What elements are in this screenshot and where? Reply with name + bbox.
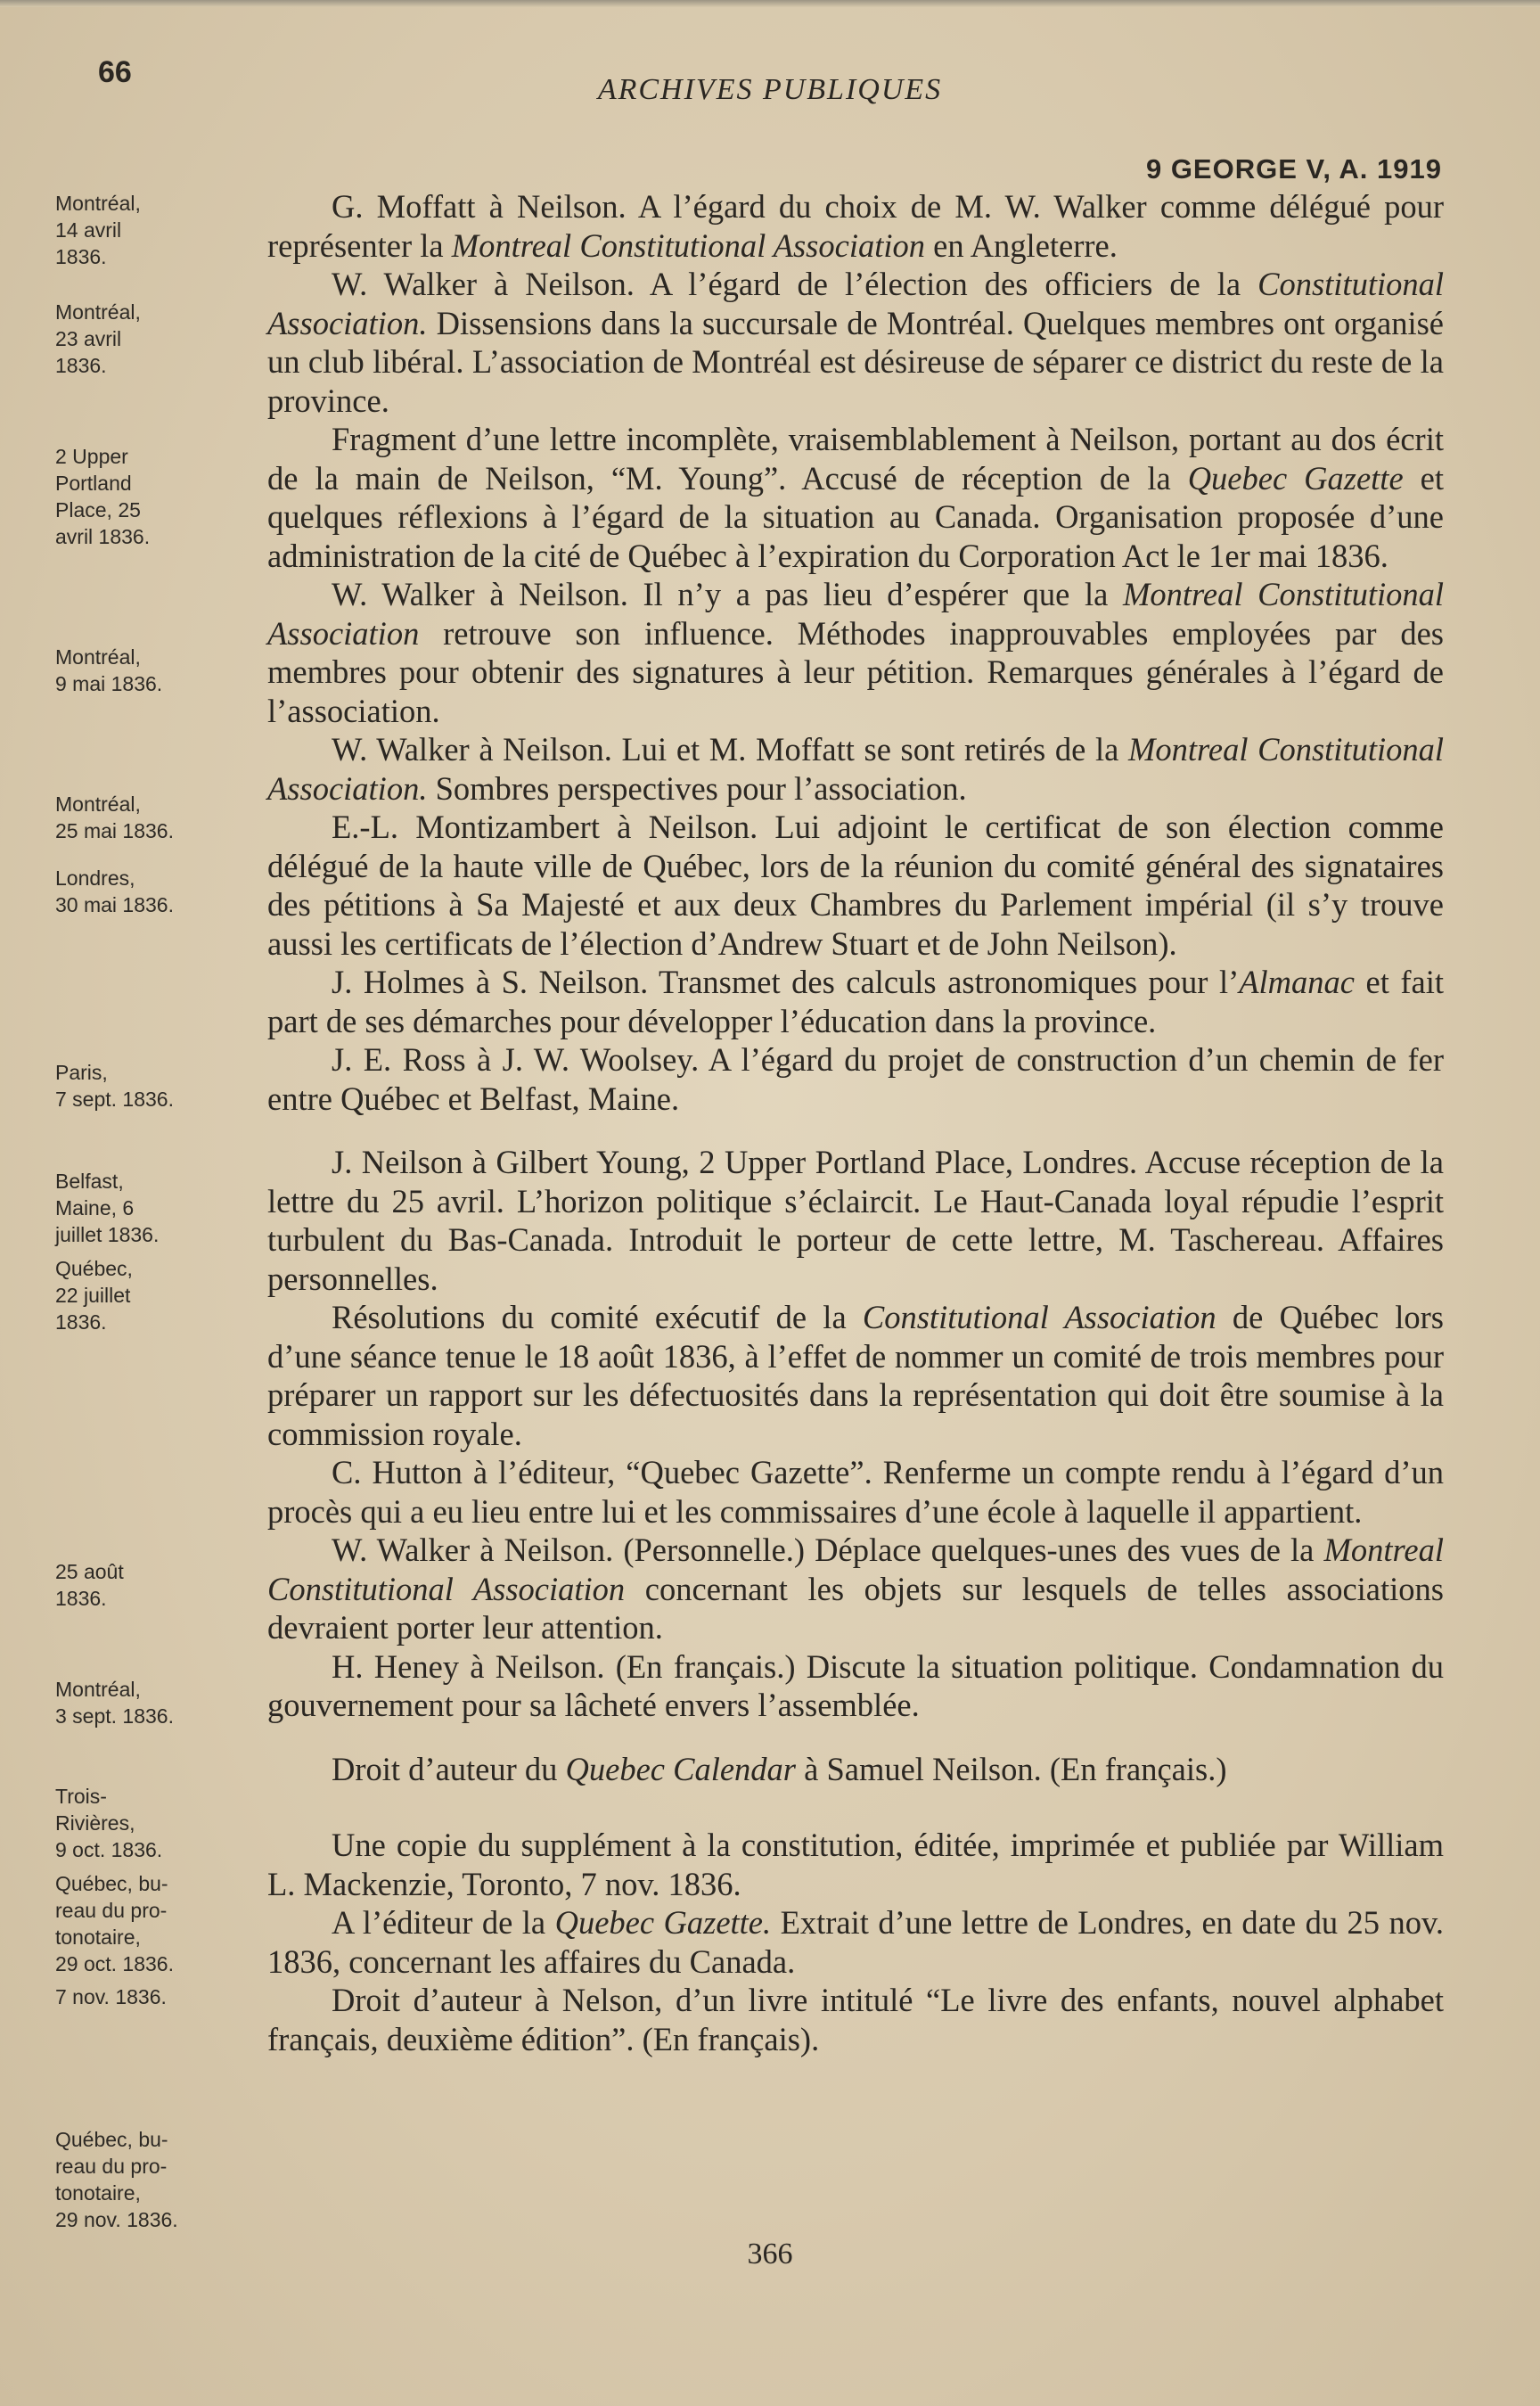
- entry-text: C. Hutton à l’éditeur, “Quebec Gazette”. Renferme un compte rendu à l’égard d’un procès qui a eu lieu entre lui et les commissaires d’une école à laquelle il appartient.: [267, 1454, 1444, 1530]
- calendar-entry: [267, 187, 1444, 265]
- entry-italic-text: Montreal Constitutional Association: [267, 1531, 1444, 1607]
- margin-date-note: Belfast, Maine, 6 juillet 1836.: [55, 1170, 160, 1246]
- entry-text: W. Walker à Neilson. Il n’y a pas lieu d’espérer que la: [332, 576, 1123, 612]
- margin-date-note: Montréal, 25 mai 1836.: [55, 792, 174, 842]
- entry-italic-text: Quebec Calendar: [565, 1750, 797, 1787]
- calendar-entry: [267, 1531, 1444, 1647]
- margin-date-note: Montréal, 9 mai 1836.: [55, 645, 163, 695]
- margin-date-note: Montréal, 3 sept. 1836.: [55, 1678, 174, 1728]
- entry-text: E.-L. Montizambert à Neilson. Lui adjoint le certificat de son élection comme délégué de la haute ville de Québec, lors de la réunion du comité général des signataires des pétitions à Sa Majesté et aux deux Chambres du Parlement impérial (il s’y trouve aussi les certificats de l’élection d’Andrew Stuart et de John Neilson).: [267, 809, 1444, 962]
- calendar-entry: [267, 1453, 1444, 1531]
- calendar-entry: [267, 265, 1444, 420]
- calendar-entry: [267, 730, 1444, 808]
- folio-number: 366: [747, 2238, 793, 2271]
- margin-date-note: 25 août 1836.: [55, 1560, 124, 1610]
- calendar-entry: [267, 1750, 1444, 1789]
- session-line: 9 GEORGE V, A. 1919: [1145, 153, 1442, 185]
- entry-text: Fragment d’une lettre incomplète, vraisemblablement à Neilson, portant au dos écrit de la main de Neilson, “M. Young”. Accusé de réception de la: [267, 421, 1444, 497]
- entry-text: W. Walker à Neilson. Lui et M. Moffatt se sont retirés de la: [332, 731, 1128, 768]
- entry-text: Droit d’auteur à Nelson, d’un livre intitulé “Le livre des enfants, nouvel alphabet français, deuxième édition”. (En français).: [267, 1982, 1444, 2057]
- entry-italic-text: Montreal Constitutional Association: [267, 576, 1444, 652]
- entry-text: W. Walker à Neilson. (Personnelle.) Déplace quelques-unes des vues de la: [332, 1531, 1324, 1568]
- entry-text: en Angleterre.: [925, 226, 1118, 264]
- margin-date-note: Québec, 22 juillet 1836.: [55, 1257, 133, 1334]
- entry-text: Résolutions du comité exécutif de la: [332, 1299, 863, 1335]
- running-head: ARCHIVES PUBLIQUES: [597, 73, 943, 106]
- entry-text: de Québec lors d’une séance tenue le 18 août 1836, à l’effet de nommer un comité de trois membres pour préparer un rapport sur les défectuosités dans la représentation qui doit être soumise à la commission royale.: [267, 1299, 1444, 1452]
- calendar-entry: [267, 1981, 1444, 2058]
- entry-text: et quelques réflexions à l’égard de la situation au Canada. Organisation proposée d’une administration de la cité de Québec à l’expiration du Corporation Act le 1er mai 1836.: [267, 459, 1444, 574]
- entry-text: Extrait d’une lettre de Londres, en date du 25 nov. 1836, concernant les affaires du Canada.: [267, 1904, 1444, 1980]
- entry-italic-text: Constitutional Association: [862, 1299, 1216, 1335]
- calendar-entry: [267, 1040, 1444, 1118]
- entry-text: G. Moffatt à Neilson. A l’égard du choix de M. W. Walker comme délégué pour représenter la: [267, 188, 1444, 264]
- calendar-entry: [267, 808, 1444, 963]
- calendar-entry: [267, 1903, 1444, 1981]
- calendar-entry: [267, 1647, 1444, 1725]
- entry-text: H. Heney à Neilson. (En français.) Discute la situation politique. Condamnation du gouvernement pour sa lâcheté envers l’assemblée.: [267, 1647, 1444, 1723]
- entry-text: J. E. Ross à J. W. Woolsey. A l’égard du projet de construction d’un chemin de fer entre Québec et Belfast, Maine.: [267, 1041, 1444, 1117]
- margin-date-note: Montréal, 14 avril 1836.: [55, 192, 141, 268]
- entry-text: à Samuel Neilson. (En français.): [796, 1750, 1227, 1787]
- entry-text: W. Walker à Neilson. A l’égard de l’élection des officiers de la: [332, 266, 1258, 302]
- entry-italic-text: Montreal Constitutional Association: [451, 226, 926, 264]
- entry-text: Dissensions dans la succursale de Montréal. Quelques membres ont organisé un club libéral. L’association de Montréal est désireuse de séparer ce district du reste de la province.: [267, 304, 1444, 419]
- calendar-entries: [267, 187, 1444, 2058]
- margin-date-note: Paris, 7 sept. 1836.: [55, 1061, 174, 1111]
- calendar-entry: [267, 420, 1444, 575]
- margin-date-note: Québec, bu- reau du pro- tonotaire, 29 oct. 1836.: [55, 1872, 174, 1975]
- entry-italic-text: Almanac: [1239, 964, 1355, 1000]
- entry-text: concernant les objets sur lesquels de telles associations devraient porter leur attention.: [267, 1570, 1444, 1646]
- margin-date-note: Londres, 30 mai 1836.: [55, 866, 174, 916]
- calendar-entry: [267, 1298, 1444, 1453]
- margin-date-note: 2 Upper Portland Place, 25 avril 1836.: [55, 445, 151, 548]
- entry-text: J. Holmes à S. Neilson. Transmet des calculs astronomiques pour l’: [332, 964, 1240, 1000]
- page-number: 66: [98, 55, 132, 89]
- calendar-entry: [267, 1143, 1444, 1298]
- entry-italic-text: Constitutional Association.: [267, 266, 1444, 341]
- entry-text: J. Neilson à Gilbert Young, 2 Upper Portland Place, Londres. Accuse réception de la lettre du 25 avril. L’horizon politique s’éclaircit. Le Haut-Canada loyal répudie l’esprit turbulent du Bas-Canada. Introduit le porteur de cette lettre, M. Taschereau. Affaires personnelles.: [267, 1144, 1444, 1297]
- entry-text: A l’éditeur de la: [332, 1904, 555, 1941]
- margin-date-note: Québec, bu- reau du pro- tonotaire, 29 nov. 1836.: [55, 2128, 178, 2231]
- entry-italic-text: Montreal Constitutional Association.: [267, 731, 1444, 807]
- calendar-entry: [267, 575, 1444, 730]
- page-top-edge: [0, 0, 1540, 7]
- entry-text: et fait part de ses démarches pour développer l’éducation dans la province.: [267, 964, 1444, 1039]
- margin-date-note: 7 nov. 1836.: [55, 1985, 167, 2008]
- entry-text: Sombres perspectives pour l’association.: [427, 769, 967, 807]
- calendar-entry: [267, 1826, 1444, 1903]
- entry-text: retrouve son influence. Méthodes inapprouvables employées par des membres pour obtenir des signatures à leur pétition. Remarques générales à l’égard de l’association.: [267, 614, 1444, 729]
- entry-italic-text: Quebec Gazette.: [554, 1904, 772, 1941]
- entry-italic-text: Quebec Gazette: [1187, 459, 1404, 497]
- margin-date-note: Trois- Rivières, 9 oct. 1836.: [55, 1785, 163, 1861]
- calendar-entry: [267, 963, 1444, 1040]
- margin-date-note: Montréal, 23 avril 1836.: [55, 300, 141, 377]
- entry-text: Droit d’auteur du: [332, 1750, 566, 1787]
- entry-text: Une copie du supplément à la constitution, éditée, imprimée et publiée par William L. Mackenzie, Toronto, 7 nov. 1836.: [267, 1827, 1444, 1902]
